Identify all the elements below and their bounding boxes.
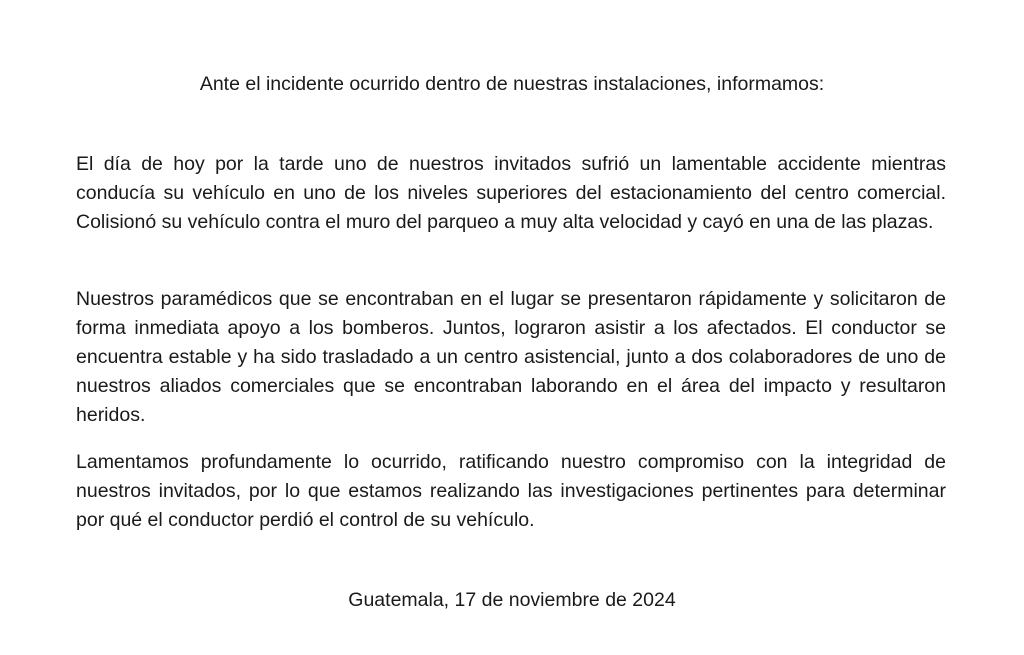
paragraph-incident-description: El día de hoy por la tarde uno de nuestros invitados sufrió un lamentable accidente mientras conducía su vehículo en uno de los niveles superiores del estacionamiento del centro comercial. Colisionó su vehículo contra el muro del parqueo a muy alta velocidad y cayó en una de las plazas. <box>76 153 946 233</box>
statement-heading: Ante el incidente ocurrido dentro de nuestras instalaciones, informamos: <box>199 73 825 95</box>
paragraph-response-details: Nuestros paramédicos que se encontraban en el lugar se presentaron rápidamente y solicitaron de forma inmediata apoyo a los bomberos. Juntos, lograron asistir a los afectados. El conductor se encuentra estable y ha sido trasladado a un centro asistencial, junto a dos colaboradores de uno de nuestros aliados comerciales que se encontraban laborando en el área del impacto y resultaron heridos. <box>76 288 946 426</box>
paragraph-closing-commitment: Lamentamos profundamente lo ocurrido, ratificando nuestro compromiso con la integridad de nuestros invitados, por lo que estamos realizando las investigaciones pertinentes para determinar por qué el conductor perdió el control de su vehículo. <box>76 451 946 531</box>
dateline: Guatemala, 17 de noviembre de 2024 <box>348 589 676 611</box>
